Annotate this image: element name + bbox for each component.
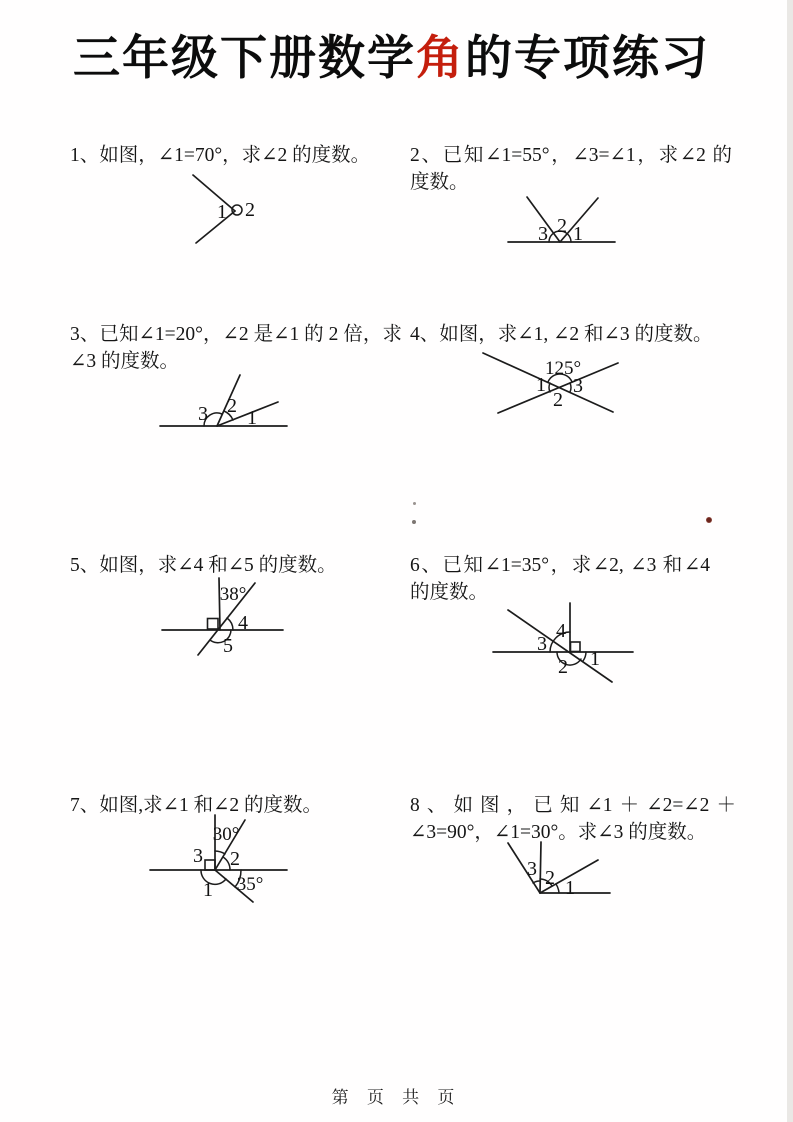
angle-label: 1: [247, 407, 257, 429]
right-angle-square: [205, 860, 215, 870]
problem-4-diagram: [470, 345, 640, 435]
angle-arc: [583, 652, 586, 661]
angle-label: 2: [230, 848, 240, 870]
angle-arc: [533, 881, 540, 883]
angle-label: 5: [223, 635, 233, 657]
angle-label: 4: [556, 620, 566, 642]
angle-label: 2: [558, 656, 568, 678]
problem-1-diagram: [170, 168, 290, 253]
problem-8-text: 8、如图，已知∠1＋∠2=∠2＋∠3=90°，∠1=30°。求∠3 的度数。: [410, 795, 736, 843]
angle-label: 3: [537, 633, 547, 655]
ray: [193, 175, 235, 211]
angle-label: 1: [203, 879, 213, 901]
angle-label: 1: [217, 201, 227, 223]
angle-arc: [570, 383, 571, 392]
problem-3-diagram: [150, 360, 295, 435]
problem-5-diagram: [150, 568, 300, 668]
angle-label: 3: [527, 858, 537, 880]
angle-arc: [556, 884, 559, 893]
angle-arc: [227, 618, 233, 630]
problem-5-text: 5、如图，求∠4 和∠5 的度数。: [70, 555, 337, 576]
problem-6-text: 6、已知∠1=35°，求∠2, ∠3 和∠4 的度数。: [410, 555, 710, 603]
angle-arc: [549, 383, 550, 392]
angle-arc: [223, 857, 230, 870]
problem-7-diagram: [140, 800, 300, 910]
title-highlight: 角: [416, 31, 465, 84]
angle-label: 1: [573, 223, 583, 245]
right-angle-square: [208, 619, 219, 630]
angle-label: 3: [193, 845, 203, 867]
page-footer: 第 页 共 页: [331, 1088, 462, 1107]
angle-arc: [215, 851, 225, 854]
title-prefix: 三年级下册数学: [73, 31, 416, 84]
angle-degree-label: 35°: [236, 874, 264, 895]
angle-label: 3: [198, 403, 208, 425]
scan-artifact-dot: [412, 520, 416, 524]
angle-label: 3: [538, 223, 548, 245]
angle-label: 1: [565, 877, 575, 899]
page-title: [0, 30, 783, 86]
problem-8-diagram: [495, 830, 625, 910]
problem-3-text: 3、已知∠1=20°，∠2 是∠1 的 2 倍，求∠3 的度数。: [70, 324, 402, 372]
angle-label: 1: [536, 374, 546, 396]
problem-1-text: 1、如图，∠1=70°，求∠2 的度数。: [70, 145, 371, 166]
angle-label: 3: [573, 375, 583, 397]
angle-label: 1: [590, 648, 600, 670]
ray: [196, 211, 235, 243]
scan-artifact-dot: [413, 502, 416, 505]
angle-degree-label: 30°: [212, 824, 240, 845]
problem-2-diagram: [490, 180, 630, 255]
problem-2-text: 2、已知∠1=55°，∠3=∠1，求∠2 的度数。: [410, 145, 732, 193]
problem-7-text: 7、如图,求∠1 和∠2 的度数。: [70, 795, 323, 816]
angle-label: 4: [238, 612, 248, 634]
angle-degree-label: 38°: [219, 584, 247, 605]
angle-degree-label: 125°: [544, 358, 582, 379]
angle-label: 2: [245, 199, 255, 221]
problem-4-text: 4、如图，求∠1, ∠2 和∠3 的度数。: [410, 324, 713, 345]
angle-label: 2: [545, 867, 555, 889]
scan-edge-shadow: [787, 0, 793, 1122]
angle-label: 2: [553, 389, 563, 411]
vertical-ray: [540, 842, 541, 893]
scan-artifact-red-dot: [706, 517, 712, 523]
problem-6-diagram: [480, 595, 645, 695]
angle-label: 2: [227, 395, 237, 417]
angle-label: 2: [557, 215, 567, 237]
title-suffix: 的专项练习: [465, 31, 710, 84]
right-angle-square: [571, 642, 581, 652]
